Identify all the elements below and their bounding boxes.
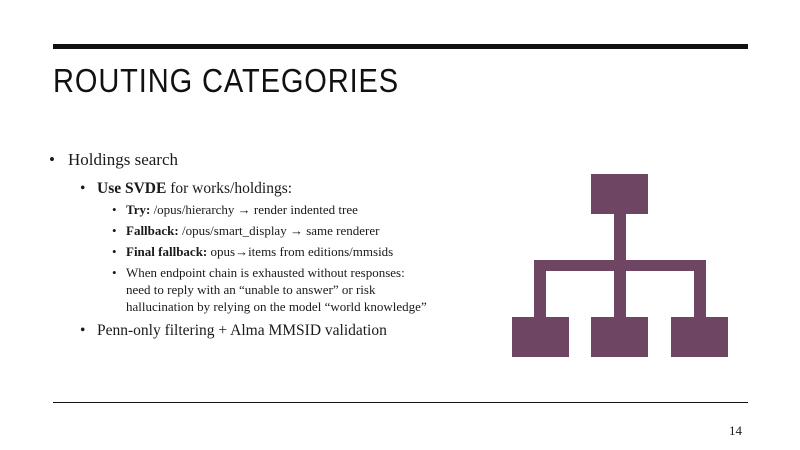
bullet-dot: • bbox=[112, 223, 117, 238]
bullet-fallback: • Fallback: /opus/smart_display → same renderer bbox=[112, 223, 380, 238]
bullet-use-svde: • Use SVDE for works/holdings: bbox=[80, 180, 293, 197]
bullet-dot: • bbox=[112, 244, 117, 259]
bullet-dot: • bbox=[80, 322, 86, 339]
org-right-box bbox=[671, 317, 728, 357]
org-middle-drop bbox=[614, 271, 626, 317]
bullet-endpoint-exhausted: • When endpoint chain is exhausted without responses: need to reply with an “unable to answer” or risk hallucination by relying on the model “world knowledge” bbox=[112, 265, 427, 314]
bullet-try: • Try: /opus/hierarchy → render indented tree bbox=[112, 202, 358, 217]
bullet-dot: • bbox=[112, 202, 117, 217]
bullet-dot: • bbox=[112, 265, 117, 280]
bullet-penn-filtering: • Penn-only filtering + Alma MMSID validation bbox=[80, 322, 387, 339]
bullet-holdings-search: • Holdings search bbox=[49, 150, 179, 169]
org-horizontal-connector bbox=[534, 260, 706, 271]
org-right-drop bbox=[694, 271, 706, 317]
bottom-rule bbox=[53, 402, 748, 403]
org-left-box bbox=[512, 317, 569, 357]
org-top-box bbox=[591, 174, 648, 214]
slide-title: ROUTING CATEGORIES bbox=[53, 62, 400, 99]
bullet-dot: • bbox=[80, 180, 86, 197]
page-number: 14 bbox=[729, 423, 742, 438]
org-left-drop bbox=[534, 271, 546, 317]
org-vertical-connector bbox=[614, 214, 626, 260]
bullet-final-fallback: • Final fallback: opus→items from editions/mmsids bbox=[112, 244, 394, 259]
org-middle-box bbox=[591, 317, 648, 357]
bullet-dot: • bbox=[49, 150, 55, 169]
top-rule bbox=[53, 44, 748, 49]
